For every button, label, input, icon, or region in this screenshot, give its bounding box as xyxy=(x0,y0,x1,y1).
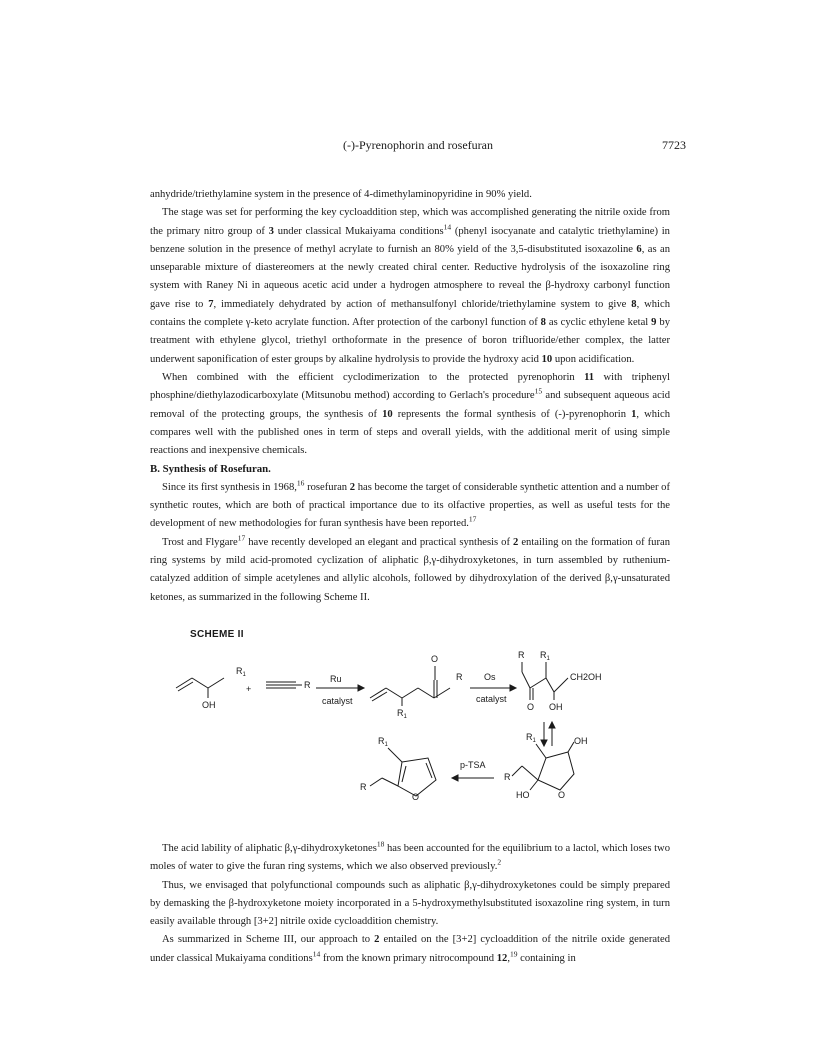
r-label: R xyxy=(456,672,463,682)
unsaturated-ketone-structure xyxy=(370,654,463,720)
r1-label: $R_1$ xyxy=(378,736,388,748)
scheme-label: SCHEME II xyxy=(190,629,244,640)
dihydroxyketone-structure xyxy=(518,650,602,712)
ho-label: HO xyxy=(516,790,530,800)
paragraph: The acid lability of aliphatic β,γ-dihydroxyketones$^{18}$ has been accounted for the equilibrium to a lactol, which loses two moles of water to give the furan ring systems, which we also observed previously.$^2$ xyxy=(150,839,670,873)
section-heading: B. Synthesis of Rosefuran. xyxy=(150,463,271,476)
r1-label: $R_1$ xyxy=(236,666,246,678)
running-title: (-)-Pyrenophorin and rosefuran xyxy=(343,138,493,152)
paragraph: When combined with the efficient cyclodimerization to the protected pyrenophorin 11 with triphenyl phosphine/diethylazodicarboxylate (Mitsunobu method) according to Gerlach's procedure$^{15}$ and subsequent aqueous acid removal of the protecting groups, the synthesis of 10 represents the formal synthesis of (-)-pyrenophorin 1, which compares well with the published ones in term of steps and overall yields, with the additional merit of using simple reactions and inexpensive chemicals. xyxy=(150,371,671,457)
paragraph: As summarized in Scheme III, our approach to 2 entailed on the [3+2] cycloaddition of the nitrile oxide generated under classical Mukaiyama conditions$^{14}$ from the known primary nitrocompound 12,19 containing in xyxy=(150,934,670,964)
o-label: O xyxy=(412,792,420,802)
alkyne-structure xyxy=(266,680,311,690)
plus-sign: + xyxy=(246,684,252,694)
oh-label: OH xyxy=(574,736,588,746)
ch2oh-label: CH2OH xyxy=(570,672,602,682)
arrow-os xyxy=(470,672,516,704)
arrow-ru xyxy=(316,674,364,706)
catalyst-label: catalyst xyxy=(322,696,353,706)
o-label: O xyxy=(527,702,535,712)
ptsa-label: p-TSA xyxy=(460,760,486,770)
r-label: R xyxy=(360,782,367,792)
arrow-ptsa xyxy=(452,760,494,781)
running-header xyxy=(150,138,686,154)
r-label: R xyxy=(304,680,311,690)
page-number: 7723 xyxy=(662,138,686,152)
ru-label: Ru xyxy=(330,674,342,684)
oh-label: OH xyxy=(202,700,216,710)
catalyst-label: catalyst xyxy=(476,694,507,704)
o-label: O xyxy=(431,654,439,664)
r1-label: $R_1$ xyxy=(540,650,550,662)
r1-label: $R_1$ xyxy=(397,708,407,720)
r-label: R xyxy=(518,650,525,660)
paragraph: Thus, we envisaged that polyfunctional compounds such as aliphatic β,γ-dihydroxyketones could be simply prepared by demasking the β-hydroxyketone moiety incorporated in a 5-hydroxymethylsubstituted isoxazoline ring system, in turn easily available through [3+2] nitrile oxide cycloaddition chemistry. xyxy=(150,879,670,928)
paragraph: Trost and Flygare$^{17}$ have recently developed an elegant and practical synthesis of 2 entailing on the formation of furan ring systems by mild acid-promoted cyclization of aliphatic β,γ-dihydroxyketones, in turn assembled by ruthenium-catalyzed addition of simple acetylenes and allylic alcohols, followed by dihydroxylation of the derived β,γ-unsaturated ketones, as summarized in the following Scheme II. xyxy=(150,533,670,603)
paragraph: anhydride/triethylamine system in the presence of 4-dimethylaminopyridine in 90% yield. xyxy=(150,189,532,200)
body-text-top xyxy=(150,186,670,607)
paragraph: The stage was set for performing the key cycloaddition step, which was accomplished generating the nitrile oxide from the primary nitro group of 3 under classical Mukaiyama conditions$^{14}$ (phenyl isocyanate and catalytic triethylamine) in benzene solution in the presence of methyl acrylate to furnish an 80% yield of the 3,5-disubstituted isoxazoline 6, as an unseparable mixture of diastereomers at the newly created chiral center. Reductive hydrolysis of the isoxazoline ring system with Raney Ni in aqueous acetic acid under a hydrogen atmosphere to reveal the β-hydroxy carbonyl function gave rise to 7, immediately dehydrated by action of methansulfonyl chloride/triethylamine system to give 8, which contains the complete γ-keto acrylate function. After protection of the carbonyl function of 8 as cyclic ethylene ketal 9 by treatment with ethylene glycol, triethyl orthoformate in the presence of boron trifluoride/ether complex, the latter underwent saponification of ester groups by alkaline hydrolysis to provide the hydroxy acid 10 upon acidification. xyxy=(150,207,670,365)
r-label: R xyxy=(504,772,511,782)
body-text-bottom xyxy=(150,840,670,968)
furan-structure xyxy=(360,736,436,802)
r1-label: $R_1$ xyxy=(526,732,536,744)
os-label: Os xyxy=(484,672,496,682)
oh-label: OH xyxy=(549,702,563,712)
paragraph: Since its first synthesis in 1968,16 rosefuran 2 has become the target of considerable synthetic attention and a number of synthetic routes, which are both of practical importance due to its olfactive properties, as well as useful tests for the development of new methodologies for furan synthesis have been reported.$^{17}$ xyxy=(150,478,670,530)
o-label: O xyxy=(558,790,566,800)
reaction-scheme xyxy=(150,640,690,820)
allylic-alcohol-structure xyxy=(176,666,247,710)
equilibrium-arrows xyxy=(541,722,555,746)
